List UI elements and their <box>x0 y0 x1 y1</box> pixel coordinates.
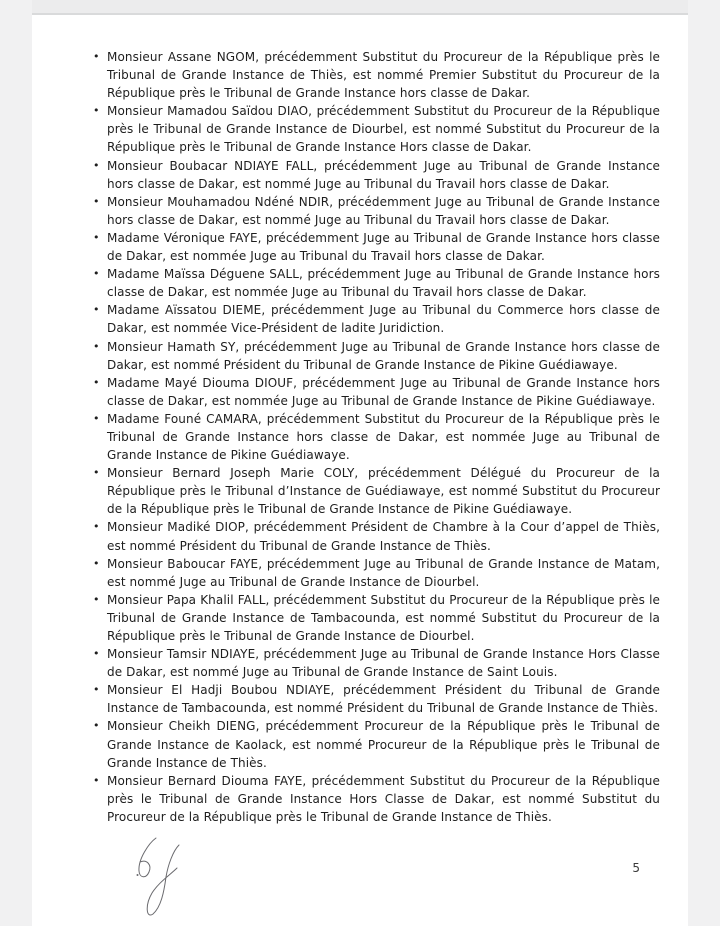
appointment-text: Monsieur Assane NGOM, précédemment Substitut du Procureur de la République près le Tribunal de Grande Instance de Thiès, est nommé Premier Substitut du Procureur de la République près le Tribunal de Grande Instance hors classe de Dakar. <box>107 50 660 101</box>
bullet-marker: • <box>93 647 100 661</box>
bullet-marker: • <box>93 556 100 570</box>
appointment-item <box>93 681 660 717</box>
document-page <box>32 15 688 926</box>
signature-scribble-icon <box>116 835 186 923</box>
bullet-marker: • <box>93 104 100 118</box>
bullet-marker: • <box>93 592 100 606</box>
appointment-text: Monsieur El Hadji Boubou NDIAYE, précédemment Président du Tribunal de Grande Instance de Tambacounda, est nommé Président du Tribunal de Grande Instance de Thiès. <box>107 683 660 716</box>
appointment-text: Monsieur Bernard Joseph Marie COLY, précédemment Délégué du Procureur de la République près le Tribunal d’Instance de Guédiawaye, est nommé Substitut du Procureur de la République près le Tribunal de Grande Instance de Pikine Guédiawaye. <box>107 466 660 517</box>
appointment-text: Monsieur Madiké DIOP, précédemment Président de Chambre à la Cour d’appel de Thiès, est nommé Président du Tribunal de Grande Instance de Thiès. <box>107 520 660 553</box>
appointment-text: Madame Aïssatou DIEME, précédemment Juge au Tribunal du Commerce hors classe de Dakar, est nommée Vice-Président de ladite Juridiction. <box>107 303 660 336</box>
appointment-text: Monsieur Baboucar FAYE, précédemment Juge au Tribunal de Grande Instance de Matam, est nommé Juge au Tribunal de Grande Instance de Diourbel. <box>107 556 660 589</box>
bullet-marker: • <box>93 50 100 63</box>
bullet-marker: • <box>93 158 100 172</box>
appointment-item <box>93 518 660 554</box>
appointment-text: Monsieur Boubacar NDIAYE FALL, précédemment Juge au Tribunal de Grande Instance hors classe de Dakar, est nommé Juge au Tribunal du Travail hors classe de Dakar. <box>107 158 660 191</box>
bullet-marker: • <box>93 339 100 353</box>
appointment-item <box>93 591 660 645</box>
bullet-marker: • <box>93 466 100 480</box>
appointment-item <box>93 193 660 229</box>
appointment-text: Monsieur Mamadou Saïdou DIAO, précédemment Substitut du Procureur de la République près le Tribunal de Grande Instance de Diourbel, est nommé Substitut du Procureur de la République près le Tribunal de Grande Instance Hors classe de Dakar. <box>107 104 660 155</box>
appointment-text: Monsieur Tamsir NDIAYE, précédemment Juge au Tribunal de Grande Instance Hors Classe de Dakar, est nommé Juge au Tribunal de Grande Instance de Saint Louis. <box>107 647 660 680</box>
appointments-list <box>93 48 660 826</box>
bullet-marker: • <box>93 230 100 244</box>
appointment-item <box>93 48 660 102</box>
appointment-item <box>93 157 660 193</box>
appointment-item <box>93 301 660 337</box>
appointment-item <box>93 338 660 374</box>
appointment-item <box>93 410 660 464</box>
bullet-marker: • <box>93 267 100 281</box>
appointment-text: Monsieur Cheikh DIENG, précédemment Procureur de la République près le Tribunal de Grande Instance de Kaolack, est nommé Procureur de la République près le Tribunal de Grande Instance de Thiès. <box>107 719 660 770</box>
appointment-item <box>93 645 660 681</box>
appointment-item <box>93 555 660 591</box>
appointment-item <box>93 464 660 518</box>
appointment-item <box>93 374 660 410</box>
page-number: 5 <box>632 861 640 875</box>
bullet-marker: • <box>93 683 100 697</box>
appointment-item <box>93 717 660 771</box>
appointment-text: Monsieur Papa Khalil FALL, précédemment Substitut du Procureur de la République près le Tribunal de Grande Instance de Tambacounda, est nommé Substitut du Procureur de la République près le Tribunal de Grande Instance de Diourbel. <box>107 592 660 643</box>
bullet-marker: • <box>93 773 100 787</box>
appointment-text: Monsieur Hamath SY, précédemment Juge au Tribunal de Grande Instance hors classe de Dakar, est nommé Président du Tribunal de Grande Instance de Pikine Guédiawaye. <box>107 339 660 372</box>
bullet-marker: • <box>93 303 100 317</box>
appointment-text: Monsieur Mouhamadou Ndéné NDIR, précédemment Juge au Tribunal de Grande Instance hors classe de Dakar, est nommé Juge au Tribunal du Travail hors classe de Dakar. <box>107 194 660 227</box>
bullet-marker: • <box>93 719 100 733</box>
appointment-text: Madame Mayé Diouma DIOUF, précédemment Juge au Tribunal de Grande Instance hors classe de Dakar, est nommée Juge au Tribunal de Grande Instance de Pikine Guédiawaye. <box>107 375 660 408</box>
page-gap-strip <box>32 0 688 15</box>
handwritten-signature <box>116 835 186 926</box>
bullet-marker: • <box>93 520 100 534</box>
bullet-marker: • <box>93 194 100 208</box>
appointment-text: Madame Maïssa Déguene SALL, précédemment Juge au Tribunal de Grande Instance hors classe de Dakar, est nommée Juge au Tribunal du Travail hors classe de Dakar. <box>107 267 660 300</box>
appointment-item <box>93 265 660 301</box>
bullet-marker: • <box>93 375 100 389</box>
appointment-item <box>93 229 660 265</box>
appointment-item <box>93 102 660 156</box>
appointment-item <box>93 772 660 826</box>
bullet-marker: • <box>93 411 100 425</box>
appointment-text: Madame Véronique FAYE, précédemment Juge au Tribunal de Grande Instance hors classe de Dakar, est nommée Juge au Tribunal du Travail hors classe de Dakar. <box>107 230 660 264</box>
appointment-text: Monsieur Bernard Diouma FAYE, précédemment Substitut du Procureur de la République près le Tribunal de Grande Instance Hors Classe de Dakar, est nommé Substitut du Procureur de la République près le Tribunal de Grande Instance de Thiès. <box>107 773 660 824</box>
appointment-text: Madame Founé CAMARA, précédemment Substitut du Procureur de la République près le Tribunal de Grande Instance hors classe de Dakar, est nommée Juge au Tribunal de Grande Instance de Pikine Guédiawaye. <box>107 411 660 463</box>
